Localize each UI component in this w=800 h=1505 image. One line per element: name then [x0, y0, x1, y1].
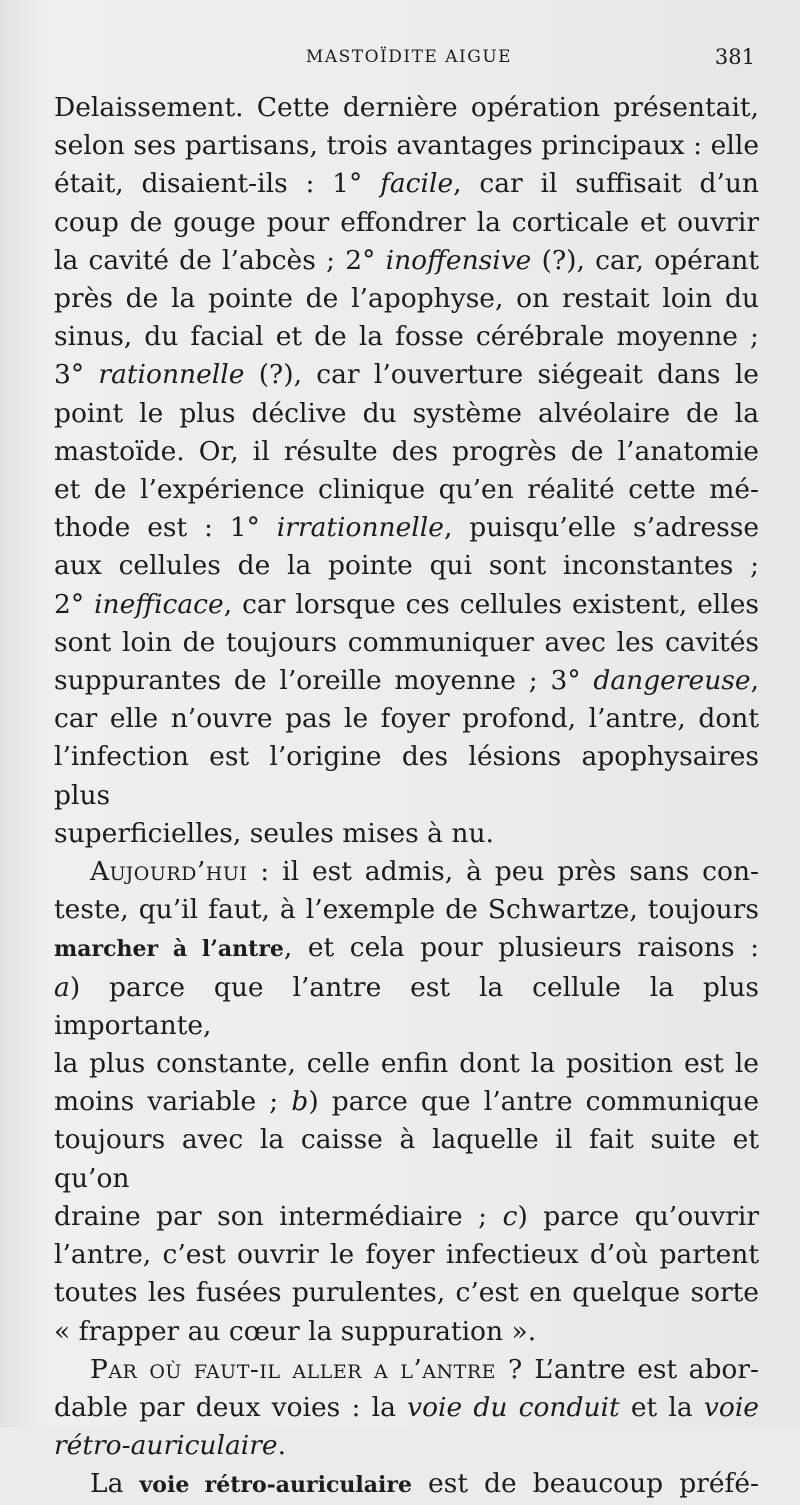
text-line: Par où faut-il aller a l’antre ? L’antre est abor-	[90, 1353, 759, 1385]
page-header	[0, 47, 800, 77]
text-line: Aujourd’hui : il est admis, à peu près sans con-	[90, 856, 759, 888]
text-line: selon ses partisans, trois avantages principaux : elle	[54, 130, 759, 162]
text-line: près de la pointe de l’apophyse, on restait loin du	[54, 283, 759, 315]
text-line: coup de gouge pour effondrer la corticale et ouvrir	[54, 206, 759, 238]
text-line: draine par son intermédiaire ; c) parce qu’ouvrir	[54, 1200, 760, 1232]
text-line: la cavité de l’abcès ; 2° inoffensive (?), car, opérant	[54, 244, 759, 276]
text-line: a) parce que l’antre est la cellule la plus importante,	[54, 971, 759, 1041]
section-lead: Par où faut-il aller a l’antre ?	[90, 1353, 523, 1385]
text-line: l’antre, c’est ouvrir le foyer infectieux d’où partent	[54, 1239, 759, 1271]
text-line: était, disaient-ils : 1° facile, car il suffisait d’un	[54, 168, 759, 200]
page-number: 381	[714, 45, 755, 69]
bold-phrase: voie rétro-auriculaire	[139, 1472, 412, 1499]
text-line: point le plus déclive du système alvéolaire de la	[54, 397, 759, 429]
text-line: moins variable ; b) parce que l’antre communique	[54, 1086, 759, 1118]
text-line: 3° rationnelle (?), car l’ouverture siégeait dans le	[54, 359, 759, 391]
text-line: aux cellules de la pointe qui sont inconstantes ;	[54, 550, 759, 582]
text-line: et de l’expérience clinique qu’en réalité cette mé-	[54, 474, 759, 506]
text-line: toutes les fusées purulentes, c’est en quelque sorte	[54, 1277, 759, 1309]
text-line: la plus constante, celle enfin dont la position est le	[54, 1048, 759, 1080]
text-line: suppurantes de l’oreille moyenne ; 3° dangereuse,	[54, 665, 759, 697]
text-line: thode est : 1° irrationnelle, puisqu’elle s’adresse	[54, 512, 760, 544]
text-line: l’infection est l’origine des lésions apophysaires plus	[54, 741, 759, 811]
text-line: superficielles, seules mises à nu.	[54, 817, 494, 849]
text-line: toujours avec la caisse à laquelle il fait suite et qu’on	[54, 1124, 759, 1194]
text-line: teste, qu’il faut, à l’exemple de Schwartze, toujours	[54, 894, 759, 926]
text-line: 2° inefficace, car lorsque ces cellules existent, elles	[54, 588, 759, 620]
text-line: sont loin de toujours communiquer avec les cavités	[54, 626, 759, 658]
text-line: La voie rétro-auriculaire est de beaucoup préfé-	[90, 1468, 759, 1500]
section-lead: Aujourd’hui	[90, 856, 248, 888]
text-line: « frapper au cœur la suppuration ».	[54, 1315, 537, 1347]
body-text	[54, 89, 759, 1505]
text-line: Delaissement. Cette dernière opération présentait,	[54, 92, 759, 123]
text-line: dable par deux voies : la voie du conduit et la voie	[54, 1391, 759, 1423]
bold-phrase: marcher à l’antre	[54, 936, 284, 963]
text-line: rétro-auriculaire.	[54, 1430, 287, 1462]
text-line: car elle n’ouvre pas le foyer profond, l’antre, dont	[54, 703, 759, 735]
text-line: sinus, du facial et de la fosse cérébrale moyenne ;	[54, 321, 759, 353]
running-title: MASTOÏDITE AIGUE	[305, 47, 513, 67]
text-line: mastoïde. Or, il résulte des progrès de l’anatomie	[54, 435, 759, 467]
text-line: marcher à l’antre, et cela pour plusieurs raisons :	[54, 932, 760, 964]
